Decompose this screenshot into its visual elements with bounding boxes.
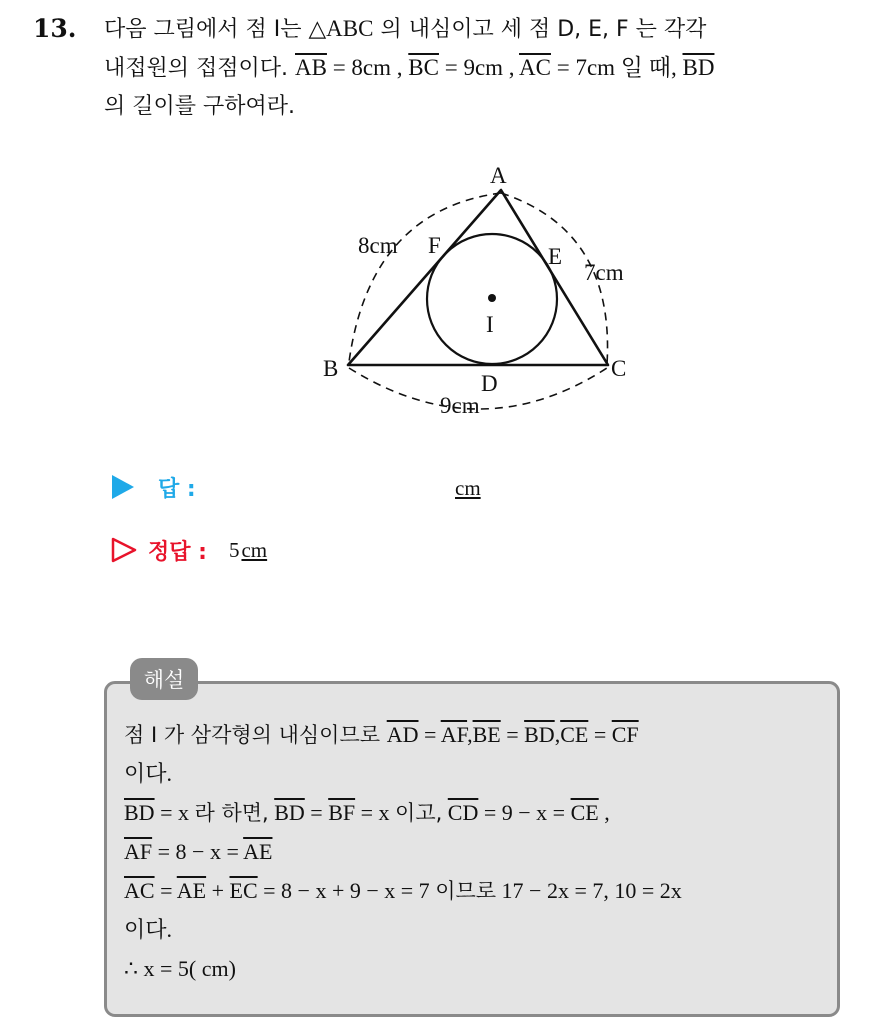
label-i: I <box>486 312 494 337</box>
correct-answer-value: 5cm <box>228 537 268 562</box>
play-triangle-icon <box>110 474 136 500</box>
label-a: A <box>490 163 507 188</box>
problem-number: 13. <box>33 14 77 43</box>
incenter-dot <box>488 294 496 302</box>
answer-row <box>110 470 196 504</box>
explanation-line-1: 점 I 가 삼각형의 내심이므로 $\overline{AD} = \overline{AF},\overline{BE} = \overline{BD},\overline{CE} = \overline{CF}$ <box>124 722 639 747</box>
question-line-1: 다음 그림에서 점 I는 △ABC 의 내심이고 세 점 D, E, F 는 각각 <box>104 16 707 42</box>
outline-triangle-icon <box>110 536 138 564</box>
label-bc-length: 9cm <box>440 393 480 418</box>
label-b: B <box>323 356 339 381</box>
explanation-tag: 해설 <box>130 658 198 700</box>
label-f: F <box>428 233 441 258</box>
triangle-abc <box>348 190 608 365</box>
answer-label: 답 : <box>158 476 196 502</box>
explanation-line-2: 이다. <box>124 761 173 786</box>
correct-answer-row <box>110 533 267 567</box>
triangle-figure <box>300 150 660 430</box>
question-line-2: 내접원의 접점이다. $\overline{AB} = 8cm$ , $\overline{BC} = 9cm$ , $\overline{AC} = 7cm$ 일 때, $\overline{BD}$ <box>104 55 715 81</box>
label-ab-length: 8cm <box>358 233 398 258</box>
explanation-line-5: $\overline{AC} = \overline{AE} + \overline{EC} = 8 - x + 9 - x = 7$ 이므로 17 − 2x = 7, 10 = 2x <box>124 878 682 903</box>
explanation-line-6: 이다. <box>124 917 173 942</box>
answer-unit: cm <box>455 476 481 500</box>
correct-answer-label: 정답 : <box>148 539 207 565</box>
question-line-3: 의 길이를 구하여라. <box>104 94 295 119</box>
explanation-line-7: ∴ x = 5( cm) <box>124 956 236 981</box>
explanation-line-4: $\overline{AF} = 8 - x = \overline{AE}$ <box>124 839 273 864</box>
label-ac-length: 7cm <box>584 260 624 285</box>
label-d: D <box>481 371 498 396</box>
label-e: E <box>548 244 563 269</box>
label-c: C <box>611 356 627 381</box>
explanation-line-3: $\overline{BD} = x$ 라 하면, $\overline{BD} = \overline{BF} = x$ 이고, $\overline{CD} = 9 - x = \overline{CE}$ , <box>124 800 610 825</box>
